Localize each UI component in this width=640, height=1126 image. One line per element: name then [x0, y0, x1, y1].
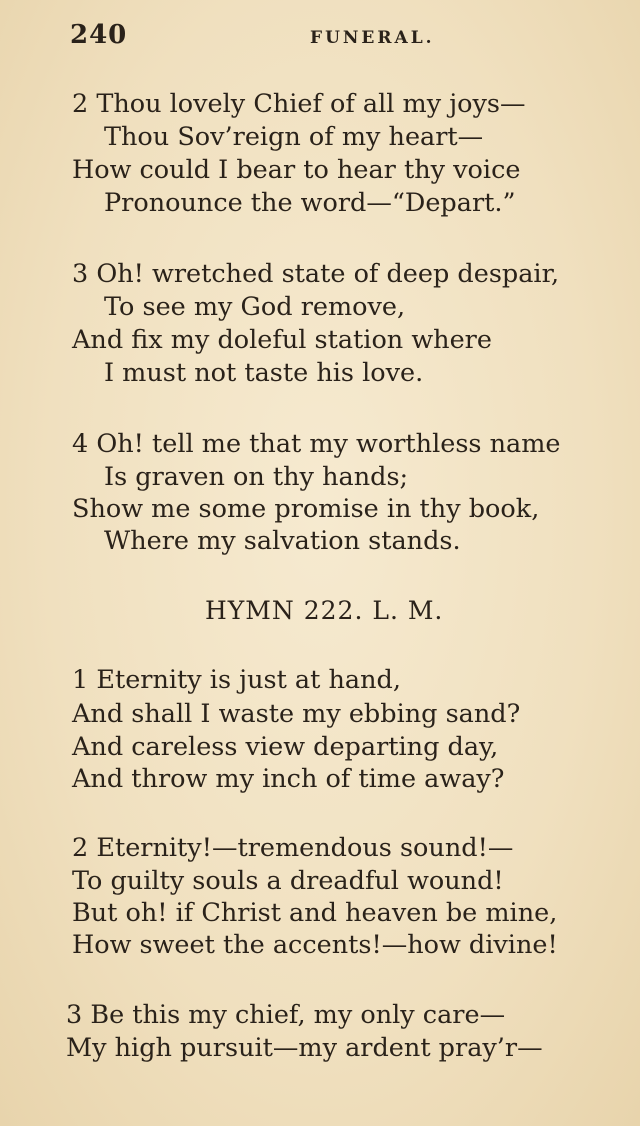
running-head: FUNERAL. [310, 28, 435, 48]
hymn-stanza-2-line-2: To guilty souls a dreadful wound! [72, 866, 504, 896]
hymn-stanza-1-line-4: And throw my inch of time away? [72, 764, 505, 794]
stanza-3-line-4: I must not taste his love. [104, 358, 424, 388]
hymn-stanza-3-line-1: 3 Be this my chief, my only care— [66, 1000, 506, 1030]
stanza-3-line-2: To see my God remove, [104, 292, 406, 322]
hymn-stanza-1-line-3: And careless view departing day, [72, 732, 499, 762]
hymn-stanza-2-line-3: But oh! if Christ and heaven be mine, [72, 898, 558, 928]
hymn-stanza-3-line-2: My high pursuit—my ardent pray’r— [66, 1033, 543, 1063]
stanza-4-line-2: Is graven on thy hands; [104, 462, 409, 492]
stanza-3-line-3: And fix my doleful station where [72, 325, 492, 355]
stanza-4-line-4: Where my salvation stands. [104, 526, 461, 556]
hymn-stanza-1-line-1: 1 Eternity is just at hand, [72, 665, 401, 695]
stanza-3-line-1: 3 Oh! wretched state of deep despair, [72, 259, 560, 289]
stanza-4-line-1: 4 Oh! tell me that my worthless name [72, 429, 561, 459]
stanza-2-line-4: Pronounce the word—“Depart.” [104, 188, 516, 218]
stanza-4-line-3: Show me some promise in thy book, [72, 494, 540, 524]
hymn-stanza-2-line-4: How sweet the accents!—how divine! [72, 930, 558, 960]
stanza-2-line-3: How could I bear to hear thy voice [72, 155, 521, 185]
stanza-2-line-2: Thou Sov’reign of my heart— [104, 122, 484, 152]
stanza-2-line-1: 2 Thou lovely Chief of all my joys— [72, 89, 526, 119]
hymn-stanza-2-line-1: 2 Eternity!—tremendous sound!— [72, 833, 514, 863]
hymn-title: HYMN 222. L. M. [205, 596, 444, 625]
page-number: 240 [70, 20, 128, 50]
hymn-stanza-1-line-2: And shall I waste my ebbing sand? [72, 699, 521, 729]
